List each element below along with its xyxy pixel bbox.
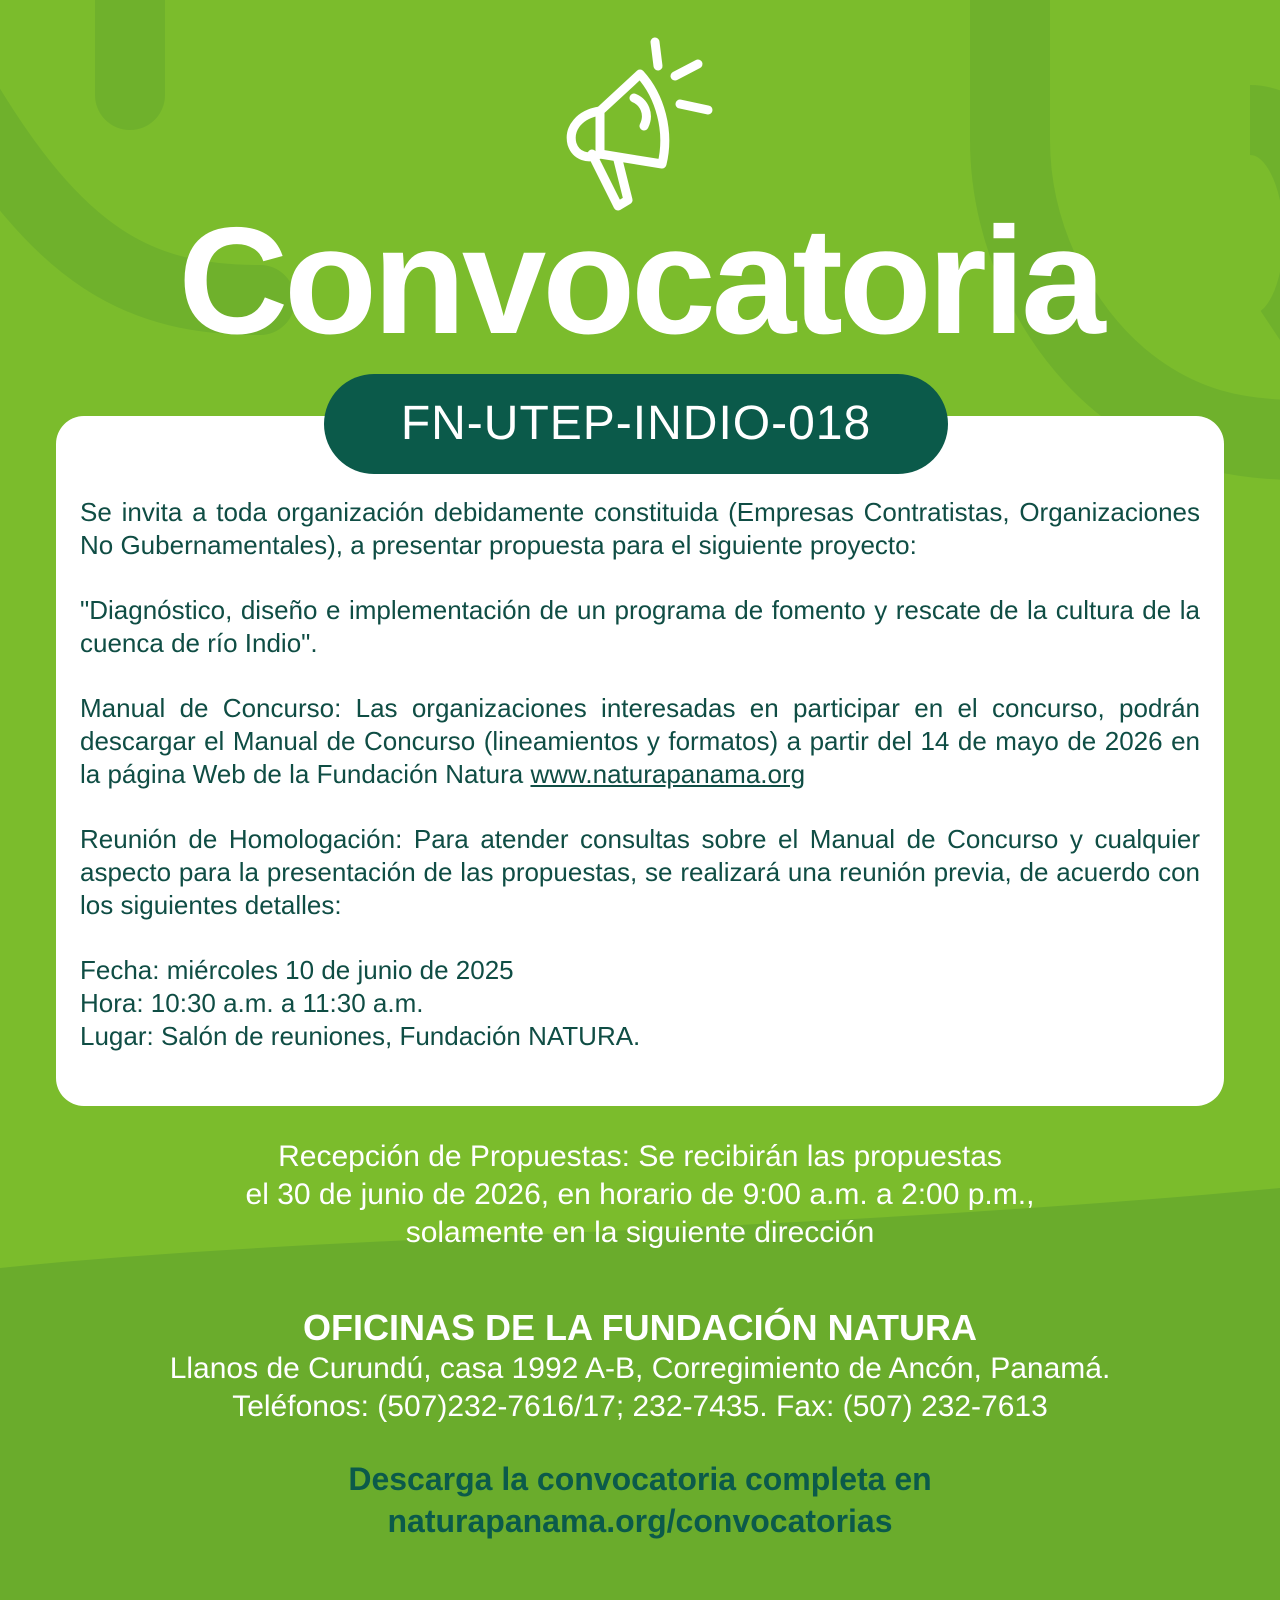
reception-line-2: el 30 de junio de 2026, en horario de 9:00 a.m. a 2:00 p.m., [245,1178,1035,1211]
project-paragraph: "Diagnóstico, diseño e implementación de un programa de fomento y rescate de la cultura de la cuenca de río Indio". [80,595,1200,658]
manual-paragraph [80,692,1200,791]
reception-line-3: solamente en la siguiente dirección [405,1216,875,1249]
reception-line-1: Recepción de Propuestas: Se recibirán las propuestas [278,1140,1002,1173]
card-body [80,496,1200,1053]
convocatoria-code-badge: FN-UTEP-INDIO-018 [324,374,948,474]
page-title: Convocatoria [178,196,1102,366]
offices-address-block [0,1350,1280,1426]
manual-text: Manual de Concurso: Las organizaciones interesadas en participar en el concurso, podrán descargar el Manual de Concurso (lineamientos y formatos) a partir del 14 de mayo de 2026 en la página Web de la Fundación Natura [80,693,1200,789]
website-link[interactable]: www.naturapanama.org [530,759,806,789]
meeting-place: Lugar: Salón de reuniones, Fundación NATURA. [80,1021,641,1051]
reception-block [0,1138,1280,1252]
offices-address: Llanos de Curundú, casa 1992 A-B, Corregimiento de Ancón, Panamá. [169,1352,1111,1385]
offices-title: OFICINAS DE LA FUNDACIÓN NATURA [303,1307,977,1348]
download-link[interactable]: naturapanama.org/convocatorias [387,1503,893,1539]
download-line-1: Descarga la convocatoria completa en [348,1461,932,1497]
intro-paragraph: Se invita a toda organización debidamente constituida (Empresas Contratistas, Organizaciones No Gubernamentales), a presentar propuesta para el siguiente proyecto: [80,497,1200,560]
meeting-paragraph: Reunión de Homologación: Para atender consultas sobre el Manual de Concurso y cualquier aspecto para la presentación de las propuestas, se realizará una reunión previa, de acuerdo con los siguientes detalles: [80,824,1200,920]
download-block [0,1458,1280,1542]
meeting-date: Fecha: miércoles 10 de junio de 2025 [80,955,514,985]
meeting-time: Hora: 10:30 a.m. a 11:30 a.m. [80,988,424,1018]
offices-phones: Teléfonos: (507)232-7616/17; 232-7435. Fax: (507) 232-7613 [232,1390,1048,1423]
meeting-details [80,954,1200,1053]
